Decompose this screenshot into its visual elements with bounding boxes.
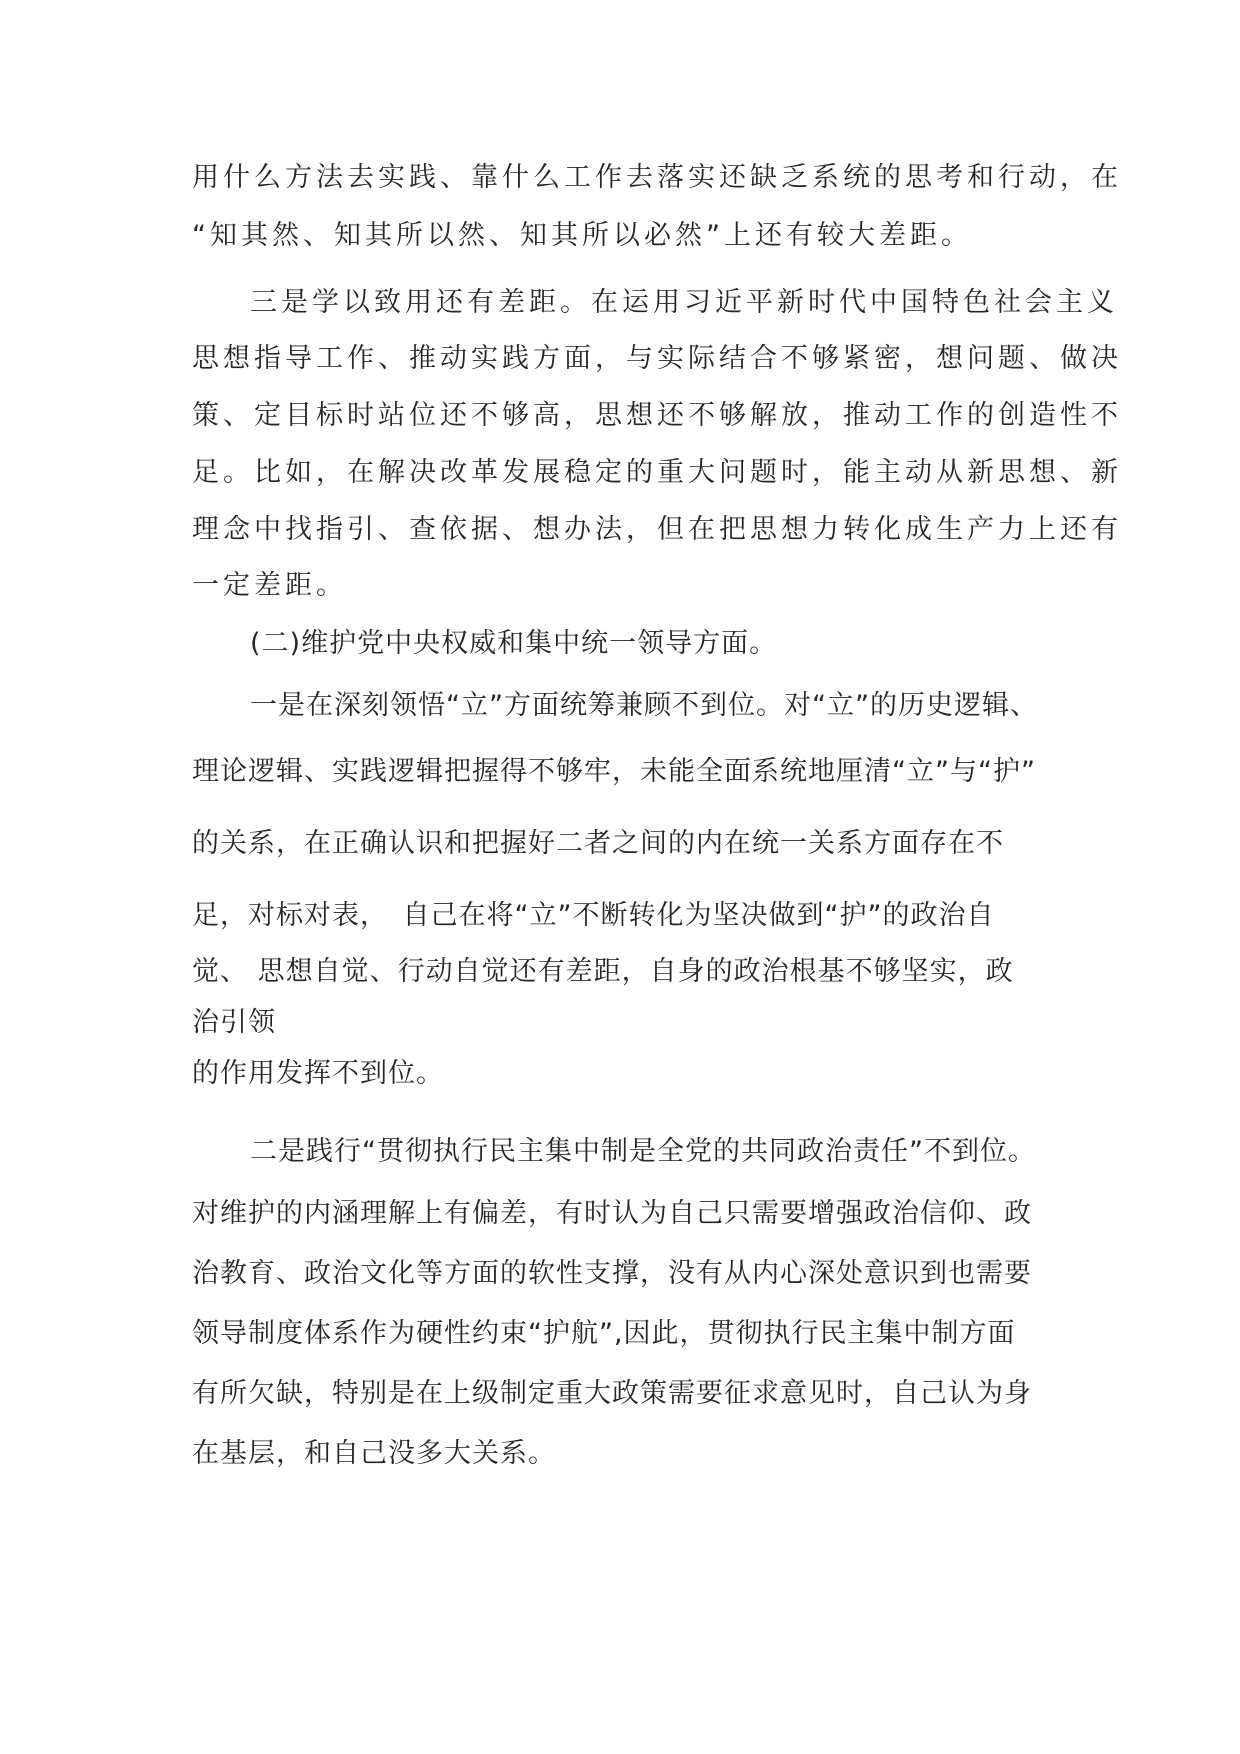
text-line: 二是践行“贯彻执行民主集中制是全党的共同政治责任”不到位。 [250,1136,1036,1167]
text-line: 觉、 思想自觉、行动自觉还有差距，自身的政治根基不够坚实，政 [192,956,1014,987]
text-line: 领导制度体系作为硬性约束“护航”,因此，贯彻执行民主集中制方面 [192,1318,1016,1349]
text-line: 三是学以致用还有差距。在运用习近平新时代中国特色社会主义 [250,287,1118,318]
text-line: 一定差距。 [192,570,347,601]
text-line: 在基层，和自己没多大关系。 [192,1438,556,1469]
text-line: 策、定目标时站位还不够高，思想还不够解放，推动工作的创造性不 [192,400,1122,431]
text-line: 用什么方法去实践、靠什么工作去落实还缺乏系统的思考和行动，在 [192,162,1122,193]
text-line: 理念中找指引、查依据、想办法，但在把思想力转化成生产力上还有 [192,514,1122,545]
text-line: 一是在深刻领悟“立”方面统筹兼顾不到位。对“立”的历史逻辑、 [250,690,1038,721]
text-line: 思想指导工作、推动实践方面，与实际结合不够紧密，想问题、做决 [192,343,1122,374]
text-line: 治教育、政治文化等方面的软性支撑，没有从内心深处意识到也需要 [192,1258,1032,1289]
text-line: 对维护的内涵理解上有偏差，有时认为自己只需要增强政治信仰、政 [192,1198,1032,1229]
text-line: “知其然、知其所以然、知其所以必然”上还有较大差距。 [192,220,972,251]
text-line: 足。比如，在解决改革发展稳定的重大问题时，能主动从新思想、新 [192,457,1122,488]
text-line: 治引领 [192,1007,276,1038]
text-line: 有所欠缺，特别是在上级制定重大政策需要征求意见时，自己认为身 [192,1378,1032,1409]
text-line: 理论逻辑、实践逻辑把握得不够牢，未能全面系统地厘清“立”与“护” [192,756,1036,787]
text-line: 足，对标对表， 自己在将“立”不断转化为坚决做到“护”的政治自 [192,900,995,931]
text-line: 的作用发挥不到位。 [192,1058,444,1089]
text-line: 的关系，在正确认识和把握好二者之间的内在统一关系方面存在不 [192,828,1004,859]
section-heading: (二)维护党中央权威和集中统一领导方面。 [250,628,778,659]
